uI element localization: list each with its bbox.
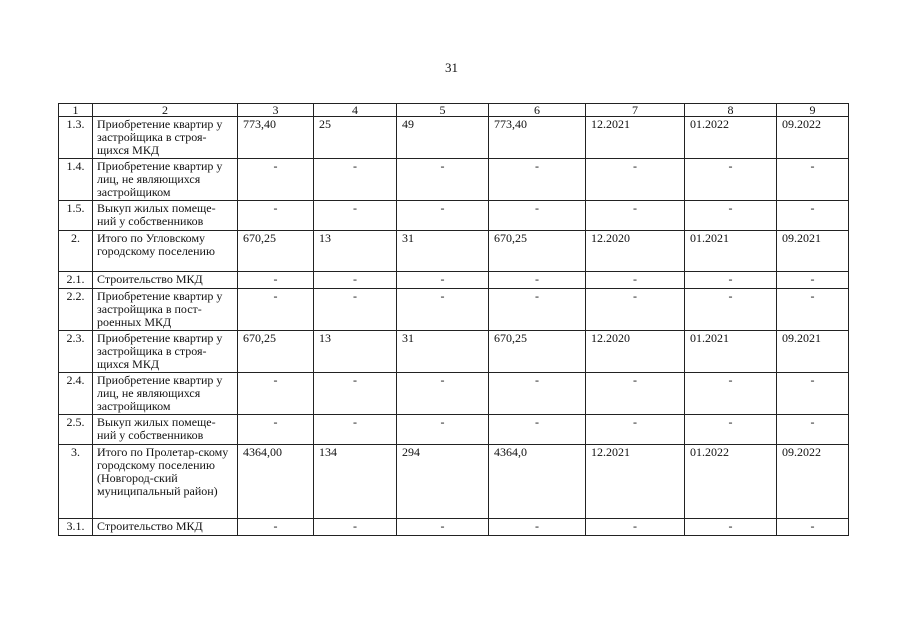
- row-number: 2.1.: [59, 272, 93, 289]
- table-row: [59, 415, 849, 445]
- row-name: Выкуп жилых помеще-ний у собственников: [93, 415, 238, 445]
- row-value-col-5: -: [397, 415, 489, 445]
- row-value-col-5: 49: [397, 117, 489, 159]
- row-number: 2.2.: [59, 289, 93, 331]
- row-value-col-8: 01.2022: [685, 117, 777, 159]
- row-value-col-9: 09.2022: [777, 445, 849, 519]
- row-value-col-6: -: [489, 201, 586, 231]
- row-name: Итого по Угловскому городскому поселению: [93, 231, 238, 272]
- column-header: 7: [586, 104, 685, 117]
- row-value-col-6: 670,25: [489, 331, 586, 373]
- row-name: Строительство МКД: [93, 519, 238, 536]
- housing-program-table: [58, 103, 849, 536]
- row-number: 1.5.: [59, 201, 93, 231]
- page-number: 31: [445, 60, 458, 75]
- table-row: [59, 373, 849, 415]
- row-value-col-9: 09.2021: [777, 331, 849, 373]
- row-value-col-9: -: [777, 159, 849, 201]
- column-header: 2: [93, 104, 238, 117]
- row-value-col-9: 09.2021: [777, 231, 849, 272]
- row-name: Приобретение квартир у застройщика в пост-роенных МКД: [93, 289, 238, 331]
- row-value-col-7: -: [586, 519, 685, 536]
- row-value-col-6: 4364,0: [489, 445, 586, 519]
- row-value-col-4: 13: [314, 231, 397, 272]
- row-value-col-7: 12.2021: [586, 445, 685, 519]
- column-header: 5: [397, 104, 489, 117]
- row-name: Приобретение квартир у застройщика в строя-щихся МКД: [93, 331, 238, 373]
- row-value-col-6: 670,25: [489, 231, 586, 272]
- row-value-col-3: -: [238, 373, 314, 415]
- row-value-col-8: -: [685, 373, 777, 415]
- row-value-col-6: -: [489, 272, 586, 289]
- row-value-col-5: 294: [397, 445, 489, 519]
- row-number: 2.5.: [59, 415, 93, 445]
- row-value-col-3: -: [238, 272, 314, 289]
- row-value-col-6: -: [489, 373, 586, 415]
- row-value-col-8: -: [685, 272, 777, 289]
- row-value-col-9: -: [777, 519, 849, 536]
- row-value-col-7: -: [586, 289, 685, 331]
- row-value-col-6: -: [489, 159, 586, 201]
- table-row: [59, 201, 849, 231]
- row-value-col-9: -: [777, 272, 849, 289]
- table-row: [59, 519, 849, 536]
- row-value-col-4: 13: [314, 331, 397, 373]
- row-value-col-4: 25: [314, 117, 397, 159]
- header-row: [59, 104, 849, 117]
- row-value-col-7: -: [586, 415, 685, 445]
- row-value-col-4: -: [314, 289, 397, 331]
- row-value-col-5: -: [397, 201, 489, 231]
- row-value-col-7: 12.2021: [586, 117, 685, 159]
- row-value-col-4: -: [314, 415, 397, 445]
- row-value-col-6: -: [489, 415, 586, 445]
- row-value-col-3: 670,25: [238, 231, 314, 272]
- row-number: 1.3.: [59, 117, 93, 159]
- row-value-col-9: -: [777, 415, 849, 445]
- row-value-col-8: 01.2022: [685, 445, 777, 519]
- row-value-col-3: -: [238, 415, 314, 445]
- row-value-col-4: -: [314, 519, 397, 536]
- row-number: 2.: [59, 231, 93, 272]
- row-value-col-7: -: [586, 272, 685, 289]
- row-value-col-3: -: [238, 159, 314, 201]
- row-value-col-4: 134: [314, 445, 397, 519]
- table-row: [59, 289, 849, 331]
- row-value-col-3: 670,25: [238, 331, 314, 373]
- row-value-col-7: 12.2020: [586, 231, 685, 272]
- row-value-col-4: -: [314, 159, 397, 201]
- row-name: Строительство МКД: [93, 272, 238, 289]
- row-value-col-3: 4364,00: [238, 445, 314, 519]
- row-value-col-8: 01.2021: [685, 331, 777, 373]
- row-value-col-9: -: [777, 201, 849, 231]
- row-value-col-8: -: [685, 519, 777, 536]
- row-name: Приобретение квартир у лиц, не являющихся застройщиком: [93, 373, 238, 415]
- row-number: 1.4.: [59, 159, 93, 201]
- row-value-col-8: -: [685, 159, 777, 201]
- row-value-col-5: -: [397, 272, 489, 289]
- row-value-col-4: -: [314, 373, 397, 415]
- row-value-col-5: -: [397, 519, 489, 536]
- row-value-col-8: -: [685, 415, 777, 445]
- row-name: Итого по Пролетар-скому городскому поселению (Новгород-ский муниципальный район): [93, 445, 238, 519]
- column-header: 6: [489, 104, 586, 117]
- row-value-col-6: -: [489, 289, 586, 331]
- row-value-col-5: 31: [397, 331, 489, 373]
- row-value-col-4: -: [314, 201, 397, 231]
- column-header: 1: [59, 104, 93, 117]
- row-value-col-8: -: [685, 201, 777, 231]
- row-name: Приобретение квартир у застройщика в строя-щихся МКД: [93, 117, 238, 159]
- row-value-col-3: -: [238, 289, 314, 331]
- row-value-col-9: -: [777, 373, 849, 415]
- row-value-col-7: -: [586, 201, 685, 231]
- row-value-col-6: -: [489, 519, 586, 536]
- row-value-col-3: -: [238, 519, 314, 536]
- row-value-col-9: -: [777, 289, 849, 331]
- row-value-col-9: 09.2022: [777, 117, 849, 159]
- row-value-col-6: 773,40: [489, 117, 586, 159]
- row-value-col-3: 773,40: [238, 117, 314, 159]
- row-value-col-5: -: [397, 159, 489, 201]
- column-header: 8: [685, 104, 777, 117]
- table-row: [59, 159, 849, 201]
- table-row: [59, 445, 849, 519]
- table-row: [59, 231, 849, 272]
- table-row: [59, 117, 849, 159]
- table-row: [59, 272, 849, 289]
- row-value-col-7: -: [586, 373, 685, 415]
- column-header: 3: [238, 104, 314, 117]
- row-number: 3.1.: [59, 519, 93, 536]
- row-value-col-4: -: [314, 272, 397, 289]
- row-value-col-5: -: [397, 373, 489, 415]
- column-header: 9: [777, 104, 849, 117]
- row-value-col-8: 01.2021: [685, 231, 777, 272]
- row-value-col-3: -: [238, 201, 314, 231]
- row-number: 2.3.: [59, 331, 93, 373]
- row-number: 2.4.: [59, 373, 93, 415]
- row-value-col-7: 12.2020: [586, 331, 685, 373]
- row-value-col-7: -: [586, 159, 685, 201]
- table-body: [59, 104, 849, 536]
- row-value-col-5: 31: [397, 231, 489, 272]
- row-number: 3.: [59, 445, 93, 519]
- row-value-col-8: -: [685, 289, 777, 331]
- table-row: [59, 331, 849, 373]
- row-name: Выкуп жилых помеще-ний у собственников: [93, 201, 238, 231]
- row-value-col-5: -: [397, 289, 489, 331]
- row-name: Приобретение квартир у лиц, не являющихся застройщиком: [93, 159, 238, 201]
- column-header: 4: [314, 104, 397, 117]
